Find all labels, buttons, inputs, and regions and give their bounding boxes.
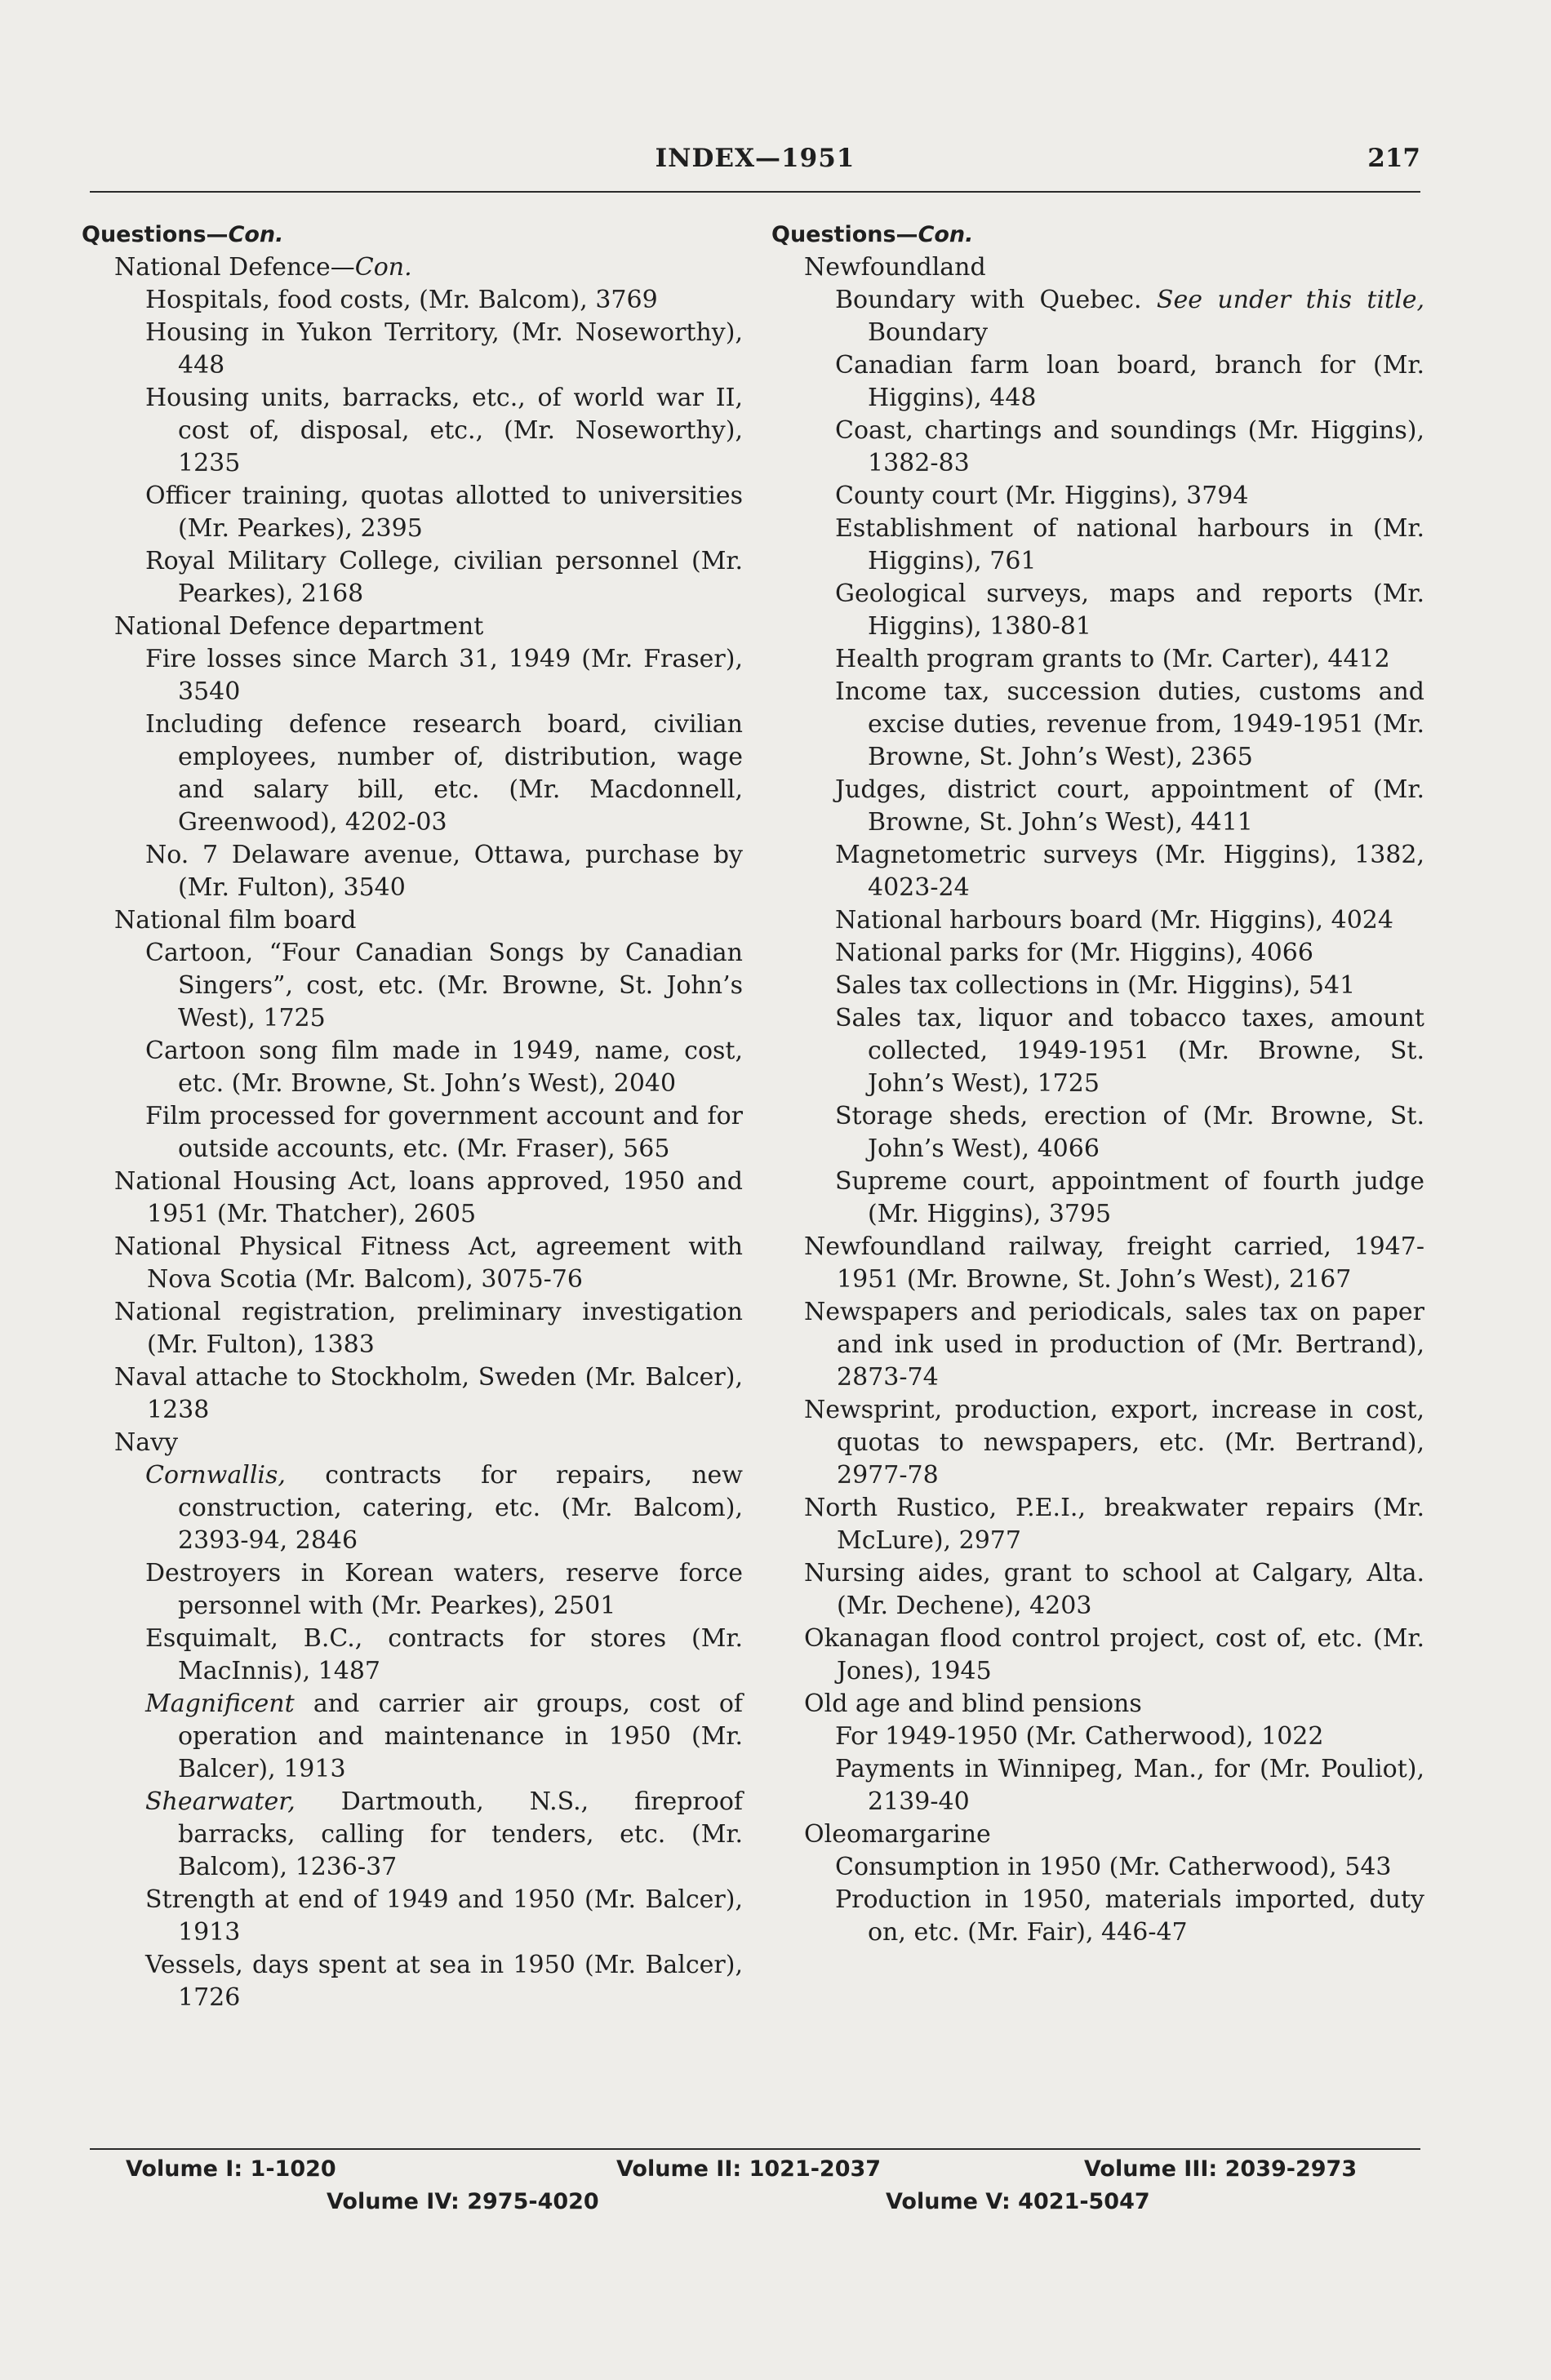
entry-text: contracts for repairs, new construction, catering, etc. (Mr. Balcom), 2393-94, 2846 — [178, 1461, 743, 1555]
entry-text: Payments in Winnipeg, Man., for (Mr. Pouliot), 2139-40 — [835, 1755, 1424, 1816]
entry-text: Production in 1950, materials imported, duty on, etc. (Mr. Fair), 446-47 — [835, 1885, 1424, 1947]
entry-text: Cartoon song film made in 1949, name, cost, etc. (Mr. Browne, St. John’s West), 2040 — [145, 1037, 743, 1098]
entry-text: Vessels, days spent at sea in 1950 (Mr. Balcer), 1726 — [145, 1951, 743, 2012]
section-heading — [771, 219, 1424, 251]
entry-text: Supreme court, appointment of fourth judge (Mr. Higgins), 3795 — [835, 1167, 1424, 1228]
running-title: INDEX—1951 — [655, 144, 855, 173]
index-subentry — [82, 1459, 743, 1557]
entry-text: Newfoundland — [804, 253, 986, 282]
entry-text: County court (Mr. Higgins), 3794 — [835, 482, 1249, 510]
entry-text: Consumption in 1950 (Mr. Catherwood), 543 — [835, 1853, 1392, 1881]
entry-text: Magnificent — [145, 1690, 295, 1718]
index-subentry — [82, 317, 743, 382]
entry-text: Canadian farm loan board, branch for (Mr. Higgins), 448 — [835, 351, 1424, 412]
index-subentry — [82, 839, 743, 904]
entry-text: Boundary — [868, 318, 989, 347]
index-subentry — [82, 1884, 743, 1949]
index-entry — [771, 1818, 1424, 1851]
entry-text: Destroyers in Korean waters, reserve force personnel with (Mr. Pearkes), 2501 — [145, 1559, 743, 1620]
index-subentry — [771, 904, 1424, 937]
index-entry — [82, 611, 743, 643]
entry-text: Hospitals, food costs, (Mr. Balcom), 3769 — [145, 286, 658, 314]
header-rule — [90, 191, 1420, 193]
index-subentry — [771, 415, 1424, 480]
entry-text: National Defence— — [114, 253, 355, 282]
right-column — [771, 219, 1424, 1949]
index-subentry — [771, 1002, 1424, 1100]
entry-text: Cartoon, “Four Canadian Songs by Canadian Singers”, cost, etc. (Mr. Browne, St. John’s West), 1725 — [145, 939, 743, 1032]
entry-text: Oleomargarine — [804, 1820, 991, 1849]
volume-footer — [90, 2156, 1420, 2222]
index-subentry — [771, 839, 1424, 904]
entry-text: Cornwallis, — [145, 1461, 286, 1490]
entry-text: Strength at end of 1949 and 1950 (Mr. Balcer), 1913 — [145, 1885, 743, 1947]
entry-text: Esquimalt, B.C., contracts for stores (Mr. MacInnis), 1487 — [145, 1624, 743, 1685]
index-subentry — [82, 708, 743, 839]
entry-text: Shearwater, — [145, 1787, 296, 1816]
index-entry — [82, 1296, 743, 1361]
index-entry — [82, 1361, 743, 1427]
index-subentry — [82, 382, 743, 480]
index-entry — [82, 1231, 743, 1296]
entry-text: For 1949-1950 (Mr. Catherwood), 1022 — [835, 1722, 1324, 1751]
index-entry — [82, 1427, 743, 1459]
index-subentry — [82, 1035, 743, 1100]
index-entry — [771, 1296, 1424, 1394]
entry-text: Housing units, barracks, etc., of world war II, cost of, disposal, etc., (Mr. Noseworthy), 1235 — [145, 384, 743, 477]
entry-text: Magnetometric surveys (Mr. Higgins), 1382, 4023-24 — [835, 841, 1424, 902]
entry-text: National parks for (Mr. Higgins), 4066 — [835, 939, 1313, 967]
entry-text: No. 7 Delaware avenue, Ottawa, purchase by (Mr. Fulton), 3540 — [145, 841, 743, 902]
index-entry — [771, 1492, 1424, 1557]
index-subentry — [82, 1623, 743, 1688]
index-subentry — [82, 643, 743, 708]
index-subentry — [771, 578, 1424, 643]
entry-text: Royal Military College, civilian personnel (Mr. Pearkes), 2168 — [145, 547, 743, 608]
entry-text: Storage sheds, erection of (Mr. Browne, St. John’s West), 4066 — [835, 1102, 1424, 1163]
index-entry — [82, 1166, 743, 1231]
entry-text: Including defence research board, civilian employees, number of, distribution, wage and salary bill, etc. (Mr. Macdonnell, Greenwood), 4202-03 — [145, 710, 743, 837]
index-entry — [82, 904, 743, 937]
index-subentry — [771, 643, 1424, 676]
index-entry — [771, 1231, 1424, 1296]
entry-text: Questions— — [771, 222, 918, 247]
volume-1-range: Volume I: 1-1020 — [126, 2156, 336, 2182]
index-subentry — [82, 1786, 743, 1884]
entry-text: Questions— — [82, 222, 229, 247]
index-subentry — [771, 1884, 1424, 1949]
entry-text: Geological surveys, maps and reports (Mr. Higgins), 1380-81 — [835, 579, 1424, 641]
entry-text: Naval attache to Stockholm, Sweden (Mr. Balcer), 1238 — [114, 1363, 743, 1424]
entry-text: North Rustico, P.E.I., breakwater repairs (Mr. McLure), 2977 — [804, 1494, 1424, 1555]
index-entry — [771, 1623, 1424, 1688]
entry-text: Old age and blind pensions — [804, 1690, 1142, 1718]
entry-text: Con. — [354, 253, 412, 282]
index-subentry — [771, 1721, 1424, 1753]
entry-text: Con. — [228, 222, 284, 247]
entry-text: Sales tax collections in (Mr. Higgins), 541 — [835, 971, 1356, 1000]
index-entry — [82, 251, 743, 284]
entry-text: National harbours board (Mr. Higgins), 4024 — [835, 906, 1393, 935]
entry-text: Officer training, quotas allotted to universities (Mr. Pearkes), 2395 — [145, 482, 743, 543]
index-subentry — [82, 1688, 743, 1786]
entry-text: National film board — [114, 906, 357, 935]
index-subentry — [771, 937, 1424, 970]
index-subentry — [82, 1949, 743, 2014]
footer-rule — [90, 2148, 1420, 2150]
entry-text: Judges, district court, appointment of (Mr. Browne, St. John’s West), 4411 — [835, 775, 1424, 837]
entry-text: Newspapers and periodicals, sales tax on paper and ink used in production of (Mr. Bertrand), 2873-74 — [804, 1298, 1424, 1392]
page-header — [90, 144, 1420, 189]
entry-text: Health program grants to (Mr. Carter), 4412 — [835, 645, 1390, 673]
index-subentry — [771, 1100, 1424, 1166]
entry-text: Sales tax, liquor and tobacco taxes, amount collected, 1949-1951 (Mr. Browne, St. John’s West), 1725 — [835, 1004, 1424, 1098]
entry-text: National Defence department — [114, 612, 484, 641]
index-subentry — [771, 349, 1424, 415]
entry-text: Nursing aides, grant to school at Calgary, Alta. (Mr. Dechene), 4203 — [804, 1559, 1424, 1620]
entry-text: Con. — [918, 222, 974, 247]
page-number: 217 — [1367, 144, 1420, 173]
index-subentry — [771, 513, 1424, 578]
volume-2-range: Volume II: 1021-2037 — [616, 2156, 882, 2182]
entry-text: Newsprint, production, export, increase in cost, quotas to newspapers, etc. (Mr. Bertrand), 2977-78 — [804, 1396, 1424, 1490]
index-subentry — [82, 1100, 743, 1166]
index-subentry — [771, 970, 1424, 1002]
entry-text: and carrier air groups, cost of operation and maintenance in 1950 (Mr. Balcer), 1913 — [178, 1690, 743, 1783]
left-column — [82, 219, 743, 2014]
entry-text: Newfoundland railway, freight carried, 1947-1951 (Mr. Browne, St. John’s West), 2167 — [804, 1232, 1424, 1294]
index-subentry — [82, 937, 743, 1035]
index-subentry — [771, 676, 1424, 774]
index-subentry — [771, 480, 1424, 513]
index-subentry — [771, 1851, 1424, 1884]
volume-3-range: Volume III: 2039-2973 — [1084, 2156, 1358, 2182]
index-subentry — [771, 1753, 1424, 1818]
index-entry — [771, 251, 1424, 284]
index-entry — [771, 1557, 1424, 1623]
entry-text: Film processed for government account and for outside accounts, etc. (Mr. Fraser), 565 — [145, 1102, 743, 1163]
entry-text: Coast, chartings and soundings (Mr. Higgins), 1382-83 — [835, 416, 1424, 477]
index-subentry — [771, 284, 1424, 349]
entry-text: Establishment of national harbours in (Mr. Higgins), 761 — [835, 514, 1424, 575]
index-subentry — [771, 1166, 1424, 1231]
entry-text: Income tax, succession duties, customs and excise duties, revenue from, 1949-1951 (Mr. Browne, St. John’s West), 2365 — [835, 677, 1424, 771]
entry-text: National Physical Fitness Act, agreement with Nova Scotia (Mr. Balcom), 3075-76 — [114, 1232, 743, 1294]
entry-text: Boundary with Quebec. — [835, 286, 1157, 314]
index-subentry — [82, 1557, 743, 1623]
entry-text: Fire losses since March 31, 1949 (Mr. Fraser), 3540 — [145, 645, 743, 706]
entry-text: National Housing Act, loans approved, 1950 and 1951 (Mr. Thatcher), 2605 — [114, 1167, 743, 1228]
entry-text: Housing in Yukon Territory, (Mr. Noseworthy), 448 — [145, 318, 743, 380]
entry-text: Navy — [114, 1428, 179, 1457]
index-subentry — [82, 545, 743, 611]
index-entry — [771, 1688, 1424, 1721]
volume-4-range: Volume IV: 2975-4020 — [327, 2189, 599, 2214]
entry-text: National registration, preliminary investigation (Mr. Fulton), 1383 — [114, 1298, 743, 1359]
index-subentry — [82, 284, 743, 317]
section-heading — [82, 219, 743, 251]
index-entry — [771, 1394, 1424, 1492]
entry-text: Dartmouth, N.S., fireproof barracks, calling for tenders, etc. (Mr. Balcom), 1236-37 — [178, 1787, 743, 1881]
entry-text: See under this title, — [1156, 286, 1424, 314]
volume-5-range: Volume V: 4021-5047 — [886, 2189, 1150, 2214]
entry-text: Okanagan flood control project, cost of, etc. (Mr. Jones), 1945 — [804, 1624, 1424, 1685]
index-subentry — [771, 774, 1424, 839]
index-subentry — [82, 480, 743, 545]
